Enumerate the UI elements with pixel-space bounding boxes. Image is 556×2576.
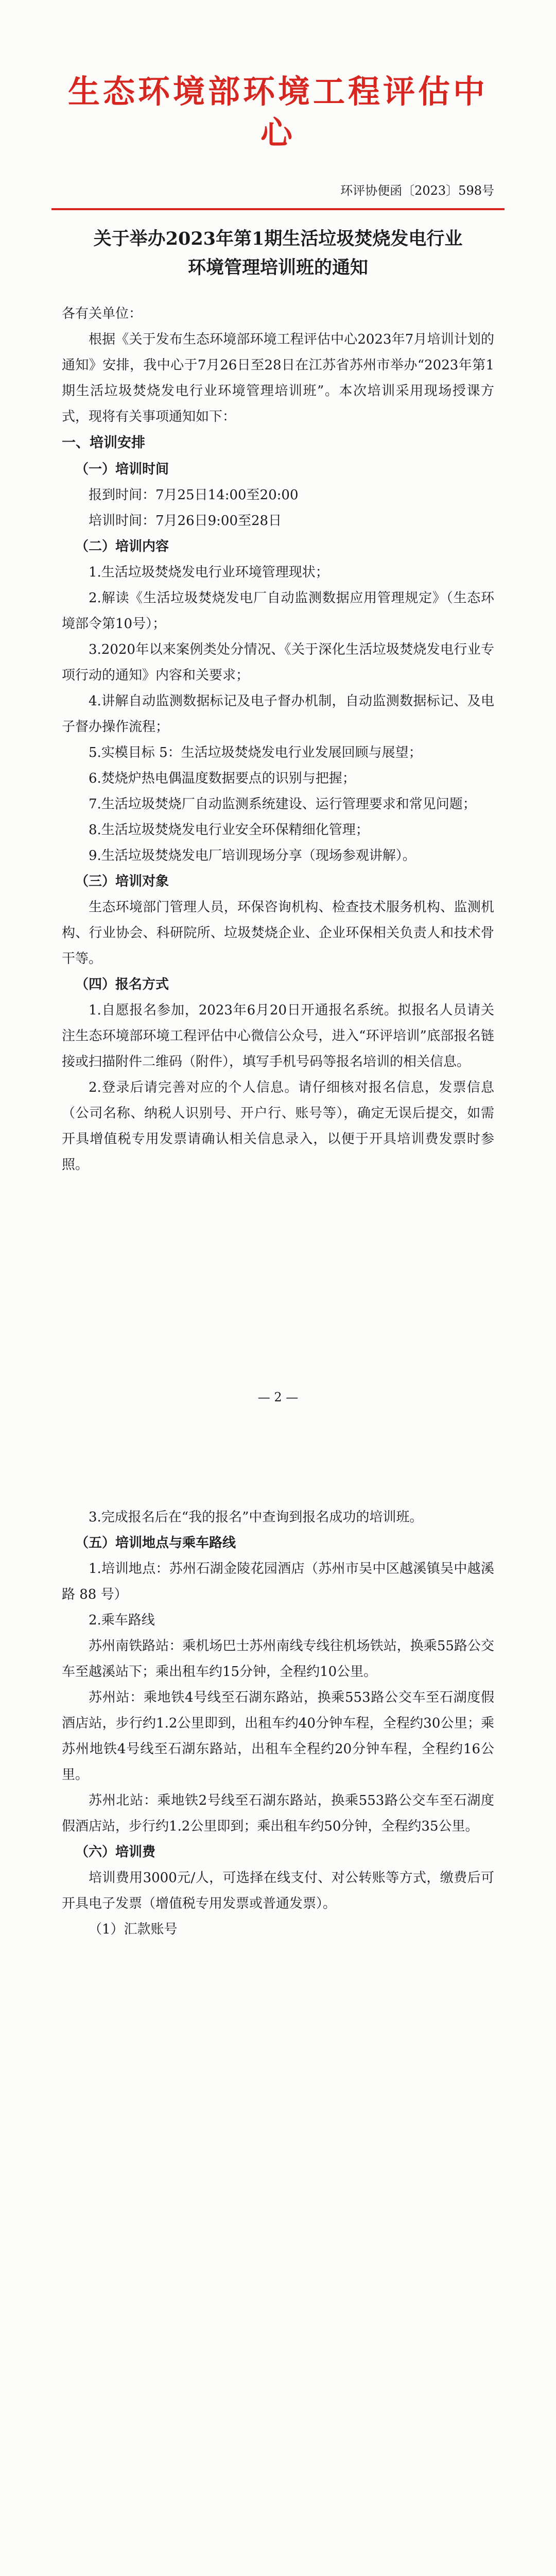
- subsection-venue: （五）培训地点与乘车路线: [75, 1535, 236, 1551]
- document-number: 环评协便函〔2023〕598号: [340, 183, 494, 198]
- subsection-training-time: （一）培训时间: [75, 462, 169, 477]
- intro-paragraph: 根据《关于发布生态环境部环境工程评估中心2023年7月培训计划的通知》安排，我中心于7月26日至28日在江苏省苏州市举办“2023年第1期生活垃圾焚烧发电行业环境管理培训班”。本次培训采用现场授课方式，现将有关事项通知如下：: [62, 332, 494, 425]
- registration-step-3: 3.完成报名后在“我的报名”中查询到报名成功的培训班。: [89, 1510, 423, 1525]
- training-time: 培训时间：7月26日9:00至28日: [89, 513, 282, 529]
- notice-title-line2: 环境管理培训班的通知: [187, 257, 368, 278]
- notice-title-line1: 关于举办2023年第1期生活垃圾焚烧发电行业: [93, 228, 463, 249]
- subsection-training-content: （二）培训内容: [75, 539, 169, 554]
- notice-title: [62, 225, 494, 282]
- page-number: — 2 —: [257, 1390, 299, 1404]
- route-suzhou-station: 苏州站：乘地铁4号线至石湖东路站，换乘553路公交车至石湖度假酒店站，步行约1.2公里即到，出租车约40分钟车程，全程约30公里；乘苏州地铁4号线至石湖东路站，出租车全程约20分钟车程，全程约16公里。: [62, 1690, 494, 1783]
- content-item-1: 1.生活垃圾焚烧发电行业环境管理现状；: [89, 565, 329, 580]
- org-header-title: 生态环境部环境工程评估中心: [67, 73, 488, 151]
- salutation: 各有关单位：: [62, 306, 143, 321]
- content-item-7: 7.生活垃圾焚烧厂自动监测系统建设、运行管理要求和常见问题；: [89, 796, 476, 812]
- payment-account-heading: （1）汇款账号: [89, 1922, 178, 1937]
- route-suzhou-north: 苏州北站：乘地铁2号线至石湖东路站，换乘553路公交车至石湖度假酒店站，步行约1.2公里即到；乘出租车约50分钟，全程约35公里。: [62, 1793, 494, 1834]
- route-suzhou-south: 苏州南铁路站：乘机场巴士苏州南线专线往机场铁站，换乘55路公交车至越溪站下；乘出租车约15分钟，全程约10公里。: [62, 1638, 494, 1680]
- registration-step-2: 2.登录后请完善对应的个人信息。请仔细核对报名信息，发票信息（公司名称、纳税人识别号、开户行、账号等），确定无误后提交，如需开具增值税专用发票请确认相关信息录入，以便于开具培训费发票时参照。: [62, 1080, 494, 1173]
- fee-text: 培训费用3000元/人，可选择在线支付、对公转账等方式，缴费后可开具电子发票（增值税专用发票或普通发票）。: [62, 1870, 494, 1911]
- red-divider: [51, 208, 505, 210]
- content-item-9: 9.生活垃圾焚烧发电厂培训现场分享（现场参观讲解）。: [89, 848, 416, 863]
- content-item-3: 3.2020年以来案例类处分情况、《关于深化生活垃圾焚烧发电行业专项行动的通知》内容和关要求；: [62, 642, 494, 683]
- content-item-8: 8.生活垃圾焚烧发电行业安全环保精细化管理；: [89, 822, 369, 838]
- content-item-6: 6.焚烧炉热电偶温度数据要点的识别与把握；: [89, 771, 356, 786]
- page-2: [0, 1427, 556, 2576]
- registration-time: 报到时间：7月25日14:00至20:00: [89, 487, 299, 503]
- subsection-registration: （四）报名方式: [75, 977, 169, 992]
- content-item-2: 2.解读《生活垃圾焚烧发电厂自动监测数据应用管理规定》（生态环境部令第10号）；: [62, 590, 494, 632]
- section-1-heading: 一、培训安排: [62, 435, 145, 451]
- registration-step-1: 1.自愿报名参加，2023年6月20日开通报名系统。拟报名人员请关注生态环境部环境工程评估中心微信公众号，进入“环评培训”底部报名链接或扫描附件二维码（附件），填写手机号码等报名培训的相关信息。: [62, 1003, 494, 1070]
- content-item-4: 4.讲解自动监测数据标记及电子督办机制，自动监测数据标记、及电子督办操作流程；: [62, 693, 494, 735]
- training-target-text: 生态环境部门管理人员，环保咨询机构、检查技术服务机构、监测机构、行业协会、科研院所、垃圾焚烧企业、企业环保相关负责人和技术骨干等。: [62, 900, 494, 967]
- venue-address: 1.培训地点：苏州石湖金陵花园酒店（苏州市吴中区越溪镇吴中越溪路 88 号）: [62, 1561, 494, 1602]
- route-heading: 2.乘车路线: [89, 1613, 155, 1628]
- subsection-fee: （六）培训费: [75, 1844, 156, 1860]
- content-item-5: 5.实模目标 5：生活垃圾焚烧发电行业发展回顾与展望；: [89, 745, 422, 760]
- subsection-training-target: （三）培训对象: [75, 874, 169, 889]
